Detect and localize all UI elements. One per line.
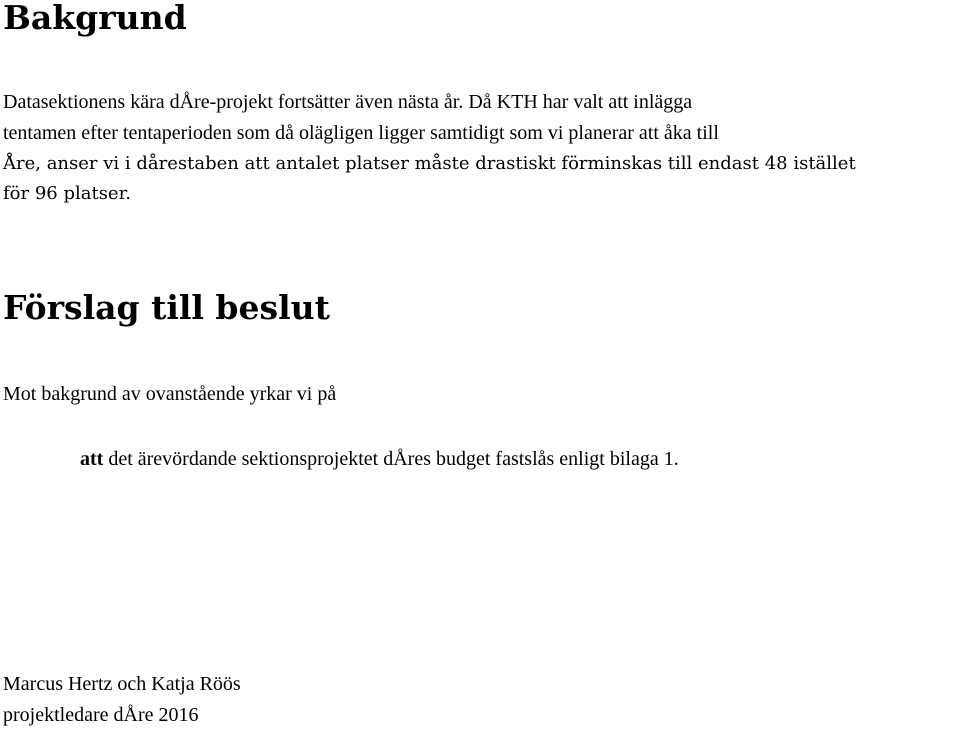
bakgrund-paragraph — [3, 87, 958, 209]
motion-statement — [80, 444, 679, 475]
heading-forslag-till-beslut: Förslag till beslut — [3, 288, 330, 327]
signature-role: projektledare dÅre 2016 — [3, 704, 199, 726]
signature-names: Marcus Hertz och Katja Röös — [3, 673, 241, 695]
signature-block — [3, 669, 241, 731]
motion-text: det ärevördande sektionsprojektet dÅres budget fastslås enligt bilaga 1. — [103, 448, 679, 470]
forslag-intro: Mot bakgrund av ovanstående yrkar vi på — [3, 383, 337, 405]
bakgrund-line-4: för 96 platser. — [3, 183, 131, 204]
heading-bakgrund: Bakgrund — [3, 0, 187, 37]
bakgrund-line-3: Åre, anser vi i dårestaben att antalet platser måste drastiskt förminskas till endast 48 istället — [3, 153, 856, 174]
bakgrund-line-1: Datasektionens kära dÅre-projekt fortsätter även nästa år. Då KTH har valt att inlägga — [3, 91, 693, 113]
motion-keyword: att — [80, 448, 104, 470]
bakgrund-line-2: tentamen efter tentaperioden som då olägligen ligger samtidigt som vi planerar att åka till — [3, 122, 719, 144]
